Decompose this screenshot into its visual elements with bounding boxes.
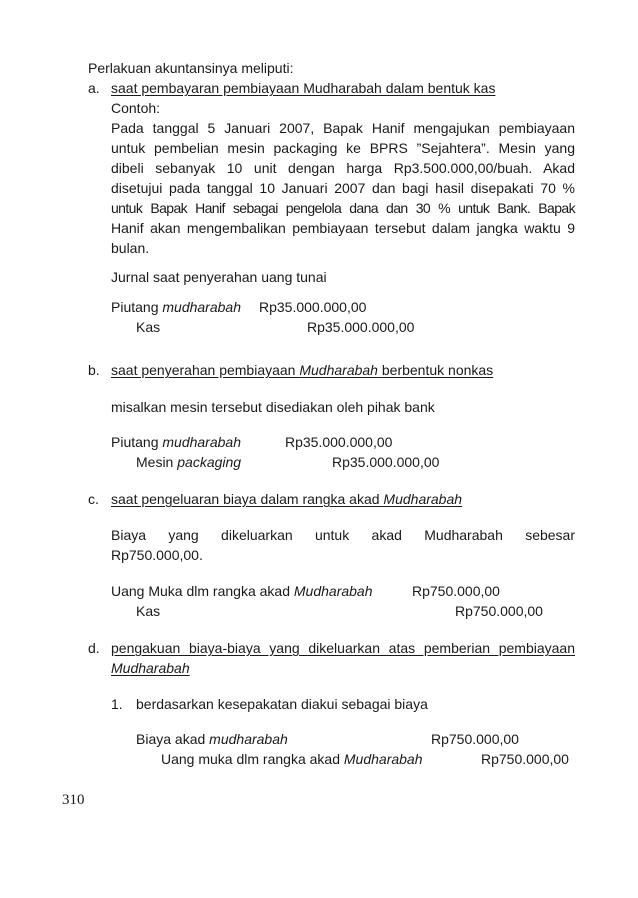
journal-debit-account: Piutang mudharabah	[111, 434, 241, 450]
page-number: 310	[62, 792, 85, 808]
journal-credit-amount: Rp750.000,00	[481, 751, 569, 767]
section-b-note: misalkan mesin tersebut disediakan oleh pihak bank	[111, 399, 435, 415]
item-1-marker: 1.	[111, 696, 123, 712]
section-b-heading: saat penyerahan pembiayaan Mudharabah berbentuk nonkas	[111, 362, 494, 378]
journal-credit-amount: Rp35.000.000,00	[332, 454, 440, 470]
example-paragraph-line: Pada tanggal 5 Januari 2007, Bapak Hanif mengajukan pembiayaan	[111, 120, 575, 136]
journal-debit-amount: Rp35.000.000,00	[259, 299, 367, 315]
example-paragraph-line: Hanif akan mengembalikan pembiayaan tersebut dalam jangka waktu 9	[111, 220, 575, 236]
example-paragraph-line: bulan.	[111, 240, 150, 256]
section-a-heading: saat pembayaran pembiayaan Mudharabah dalam bentuk kas	[111, 80, 496, 96]
journal-credit-amount: Rp35.000.000,00	[307, 319, 415, 335]
journal-credit-amount: Rp750.000,00	[455, 603, 543, 619]
journal-debit-account: Uang Muka dlm rangka akad Mudharabah	[111, 583, 373, 599]
section-d-marker: d.	[88, 640, 100, 656]
example-paragraph-line: dibeli sebanyak 10 unit dengan harga Rp3.500.000,00/buah. Akad	[111, 160, 575, 176]
journal-credit-account: Kas	[136, 603, 161, 619]
journal-debit-account: Piutang mudharabah	[111, 299, 241, 315]
example-paragraph-line: untuk Bapak Hanif sebagai pengelola dana dan 30 % untuk Bank. Bapak	[111, 200, 575, 216]
journal-debit-amount: Rp750.000,00	[431, 731, 519, 747]
example-paragraph-line: untuk pembelian mesin packaging ke BPRS ”Sejahtera”. Mesin yang	[111, 140, 575, 156]
journal-credit-account: Kas	[136, 319, 161, 335]
section-c-paragraph-line: Biaya yang dikeluarkan untuk akad Mudharabah sebesar	[111, 527, 575, 543]
journal-debit-amount: Rp35.000.000,00	[285, 434, 393, 450]
example-paragraph-line: disetujui pada tanggal 10 Januari 2007 dan bagi hasil disepakati 70 %	[111, 180, 575, 196]
section-d-heading: pengakuan biaya-biaya yang dikeluarkan atas pemberian pembiayaan	[111, 640, 575, 656]
section-c-heading: saat pengeluaran biaya dalam rangka akad Mudharabah	[111, 491, 463, 507]
intro-text: Perlakuan akuntansinya meliputi:	[88, 60, 294, 76]
example-label: Contoh:	[111, 100, 161, 116]
journal-credit-account: Uang muka dlm rangka akad Mudharabah	[161, 751, 423, 767]
journal-title: Jurnal saat penyerahan uang tunai	[111, 269, 327, 285]
section-a-marker: a.	[88, 80, 100, 96]
item-1-text: berdasarkan kesepakatan diakui sebagai biaya	[136, 696, 428, 712]
section-b-marker: b.	[88, 362, 100, 378]
section-d-heading-line2: Mudharabah	[111, 660, 190, 676]
journal-credit-account: Mesin packaging	[136, 454, 242, 470]
section-c-paragraph-line: Rp750.000,00.	[111, 547, 203, 563]
journal-debit-amount: Rp750.000,00	[412, 583, 500, 599]
journal-debit-account: Biaya akad mudharabah	[136, 731, 288, 747]
section-c-marker: c.	[88, 491, 99, 507]
